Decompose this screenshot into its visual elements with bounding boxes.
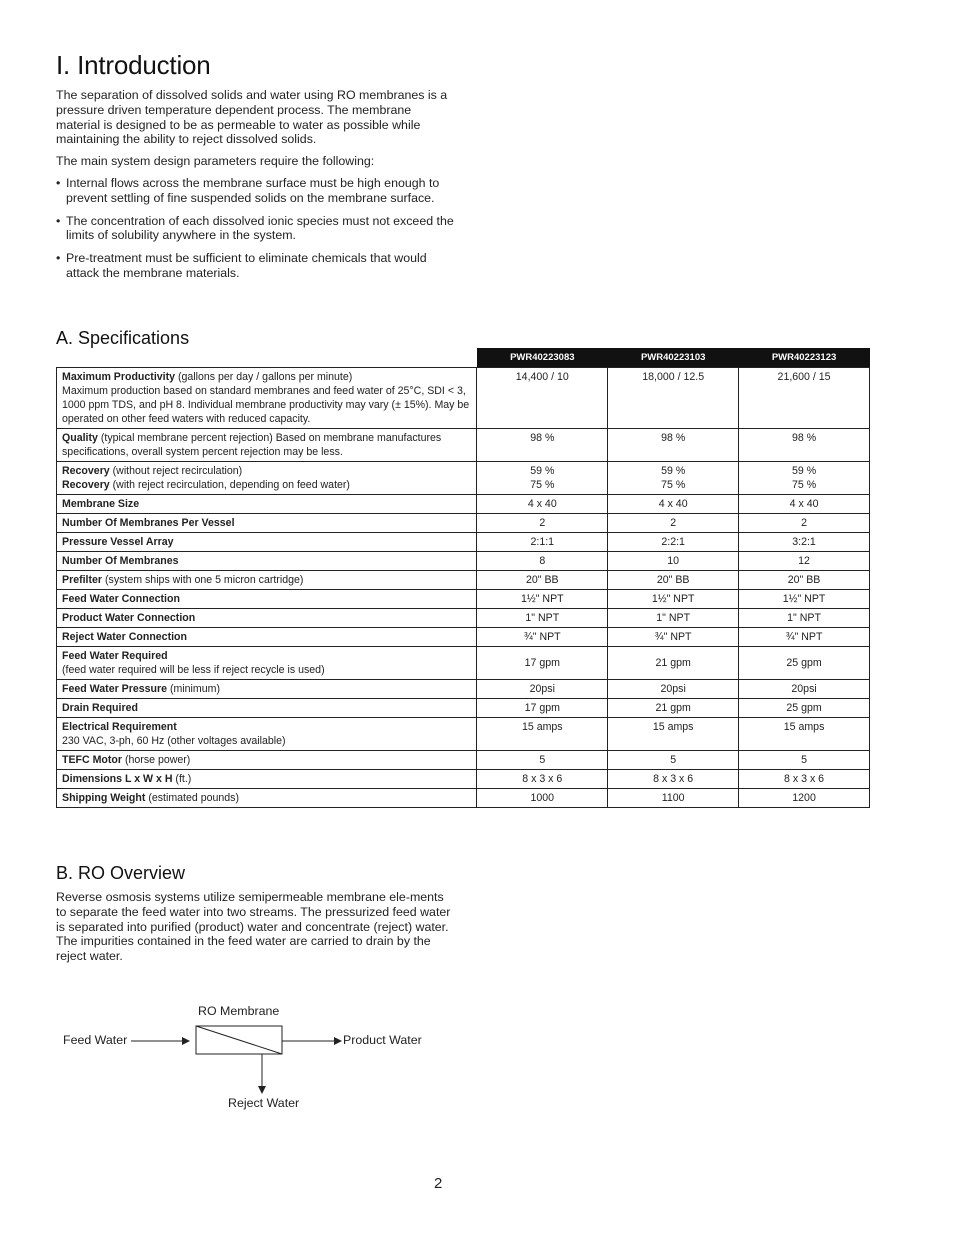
section-heading-specifications: A. Specifications	[56, 328, 190, 348]
spec-value-cell	[477, 495, 608, 514]
model-header: PWR40223103	[608, 348, 739, 368]
intro-paragraph: The main system design parameters require the following:	[56, 154, 375, 169]
spec-label: TEFC Motor	[62, 754, 123, 766]
table-row	[57, 552, 870, 571]
spec-value-cell	[608, 699, 739, 718]
spec-value-cell	[477, 751, 608, 770]
table-row	[57, 628, 870, 647]
spec-note: (system ships with one 5 micron cartridge)	[102, 574, 304, 586]
spec-value-cell	[608, 718, 739, 751]
spec-label-cell	[57, 495, 477, 514]
feed-water-label: Feed Water	[63, 1033, 128, 1047]
table-row	[57, 462, 870, 495]
spec-value-cell	[477, 609, 608, 628]
spec-value-cell	[477, 590, 608, 609]
spec-note: 230 VAC, 3-ph, 60 Hz (other voltages available)	[62, 735, 286, 747]
page-number: 2	[434, 1175, 443, 1192]
spec-value: ¾" NPT	[654, 631, 692, 643]
list-item: • The concentration of each dissolved ionic species must not exceed the limits of solubility anywhere in the system.	[56, 214, 456, 244]
table-row	[57, 368, 870, 429]
spec-value-cell	[477, 552, 608, 571]
product-water-label: Product Water	[343, 1033, 422, 1047]
spec-value-cell	[739, 680, 870, 699]
spec-value: 12	[798, 555, 810, 567]
spec-value: 2	[670, 517, 677, 529]
spec-value: 21 gpm	[655, 657, 691, 669]
spec-value: 20" BB	[525, 574, 559, 586]
spec-value-cell	[739, 718, 870, 751]
spec-value-cell	[608, 495, 739, 514]
spec-value: 8 x 3 x 6	[522, 773, 563, 785]
table-row	[57, 533, 870, 552]
spec-value: 2:1:1	[530, 536, 555, 548]
spec-value: 20" BB	[787, 574, 821, 586]
spec-value-cell	[477, 699, 608, 718]
spec-note: (minimum)	[167, 683, 220, 695]
spec-label-cell	[57, 590, 477, 609]
table-row	[57, 751, 870, 770]
spec-value: 75 %	[661, 479, 686, 491]
spec-value-cell	[608, 647, 739, 680]
spec-value-cell	[608, 514, 739, 533]
spec-label: Prefilter	[62, 574, 103, 586]
spec-value: 20psi	[791, 683, 817, 695]
spec-label-cell	[57, 699, 477, 718]
spec-label-cell	[57, 429, 477, 462]
spec-value: 25 gpm	[786, 657, 822, 669]
spec-value: 20psi	[660, 683, 686, 695]
spec-value: 25 gpm	[786, 702, 822, 714]
table-row	[57, 789, 870, 808]
spec-value-cell	[477, 680, 608, 699]
spec-value: 75 %	[530, 479, 555, 491]
spec-label-cell	[57, 368, 477, 429]
spec-note: (horse power)	[122, 754, 191, 766]
spec-value: 1100	[661, 792, 685, 804]
spec-value-cell	[739, 751, 870, 770]
spec-label: Recovery	[62, 479, 110, 491]
spec-note: Maximum production based on standard membranes and feed water of 25°C, SDI < 3, 1000 ppm TDS, and pH 8. Individual membrane productivity may vary (± 15%). May be operated on other feed waters with reduced capacity.	[62, 385, 470, 425]
spec-value-cell	[608, 429, 739, 462]
spec-value-cell	[608, 609, 739, 628]
spec-value: 20" BB	[656, 574, 690, 586]
spec-value: 21 gpm	[655, 702, 691, 714]
spec-value: 15 amps	[652, 721, 694, 733]
spec-value-cell	[739, 495, 870, 514]
spec-value-cell	[608, 789, 739, 808]
spec-label: Feed Water Required	[62, 650, 168, 662]
spec-value: 75 %	[791, 479, 817, 491]
spec-value: 98 %	[530, 432, 555, 444]
spec-value: 2	[801, 517, 807, 529]
spec-value: 8 x 3 x 6	[653, 773, 694, 785]
spec-value-cell	[739, 462, 870, 495]
table-body	[57, 368, 870, 808]
table-row	[57, 514, 870, 533]
spec-label-cell	[57, 552, 477, 571]
spec-value: 2:2:1	[661, 536, 685, 548]
spec-value: 59 %	[791, 465, 817, 477]
section-heading-ro-overview: B. RO Overview	[56, 863, 186, 883]
spec-value-cell	[477, 429, 608, 462]
spec-value-cell	[608, 533, 739, 552]
spec-value: 4 x 40	[527, 498, 557, 510]
membrane-diagonal	[196, 1026, 282, 1054]
spec-value-cell	[739, 647, 870, 680]
spec-label: Dimensions L x W x H	[62, 773, 173, 785]
spec-value: 18,000 / 12.5	[642, 371, 705, 383]
spec-value-cell	[739, 533, 870, 552]
spec-value-cell	[608, 552, 739, 571]
spec-label: Number Of Membranes Per Vessel	[62, 517, 235, 529]
spec-value: 10	[667, 555, 680, 567]
spec-value: 20psi	[529, 683, 555, 695]
spec-value-cell	[739, 368, 870, 429]
list-item: • Internal flows across the membrane surface must be high enough to prevent settling of fine suspended solids on the membrane surface.	[56, 176, 456, 206]
spec-value-cell	[739, 789, 870, 808]
spec-value: 15 amps	[521, 721, 563, 733]
spec-label-cell	[57, 680, 477, 699]
spec-value: 5	[670, 754, 677, 766]
reject-water-label: Reject Water	[228, 1096, 300, 1110]
spec-value-cell	[739, 770, 870, 789]
spec-label: Electrical Requirement	[62, 721, 177, 733]
spec-label: Drain Required	[62, 702, 138, 714]
spec-label-cell	[57, 609, 477, 628]
spec-value-cell	[477, 533, 608, 552]
spec-label-cell	[57, 647, 477, 680]
spec-value-cell	[477, 647, 608, 680]
spec-value: 14,400 / 10	[515, 371, 569, 383]
spec-label: Reject Water Connection	[62, 631, 187, 643]
spec-value-cell	[739, 514, 870, 533]
spec-value-cell	[608, 571, 739, 590]
spec-value-cell	[477, 628, 608, 647]
ro-overview-paragraph: Reverse osmosis systems utilize semipermeable membrane ele-ments to separate the feed water into two streams. The pressurized feed water is separated into purified (product) water and concentrate (reject) water. The impurities contained in the feed water are carried to drain by the reject water.	[56, 890, 451, 964]
ro-flow-diagram	[56, 1000, 456, 1120]
spec-value: 8 x 3 x 6	[784, 773, 825, 785]
spec-label: Pressure Vessel Array	[62, 536, 174, 548]
spec-value-cell	[739, 571, 870, 590]
spec-value-cell	[608, 770, 739, 789]
spec-value-cell	[477, 789, 608, 808]
spec-note: (with reject recirculation, depending on feed water)	[109, 479, 350, 491]
header-blank-cell	[57, 348, 477, 368]
table-row	[57, 609, 870, 628]
spec-label-cell	[57, 514, 477, 533]
spec-label: Feed Water Connection	[62, 593, 180, 605]
spec-value: 1" NPT	[656, 612, 691, 624]
table-header-row	[57, 348, 870, 368]
spec-value-cell	[608, 462, 739, 495]
spec-label: Shipping Weight	[62, 792, 146, 804]
spec-label: Quality	[62, 432, 98, 444]
spec-note: (feed water required will be less if reject recycle is used)	[62, 664, 325, 676]
spec-note: (estimated pounds)	[145, 792, 240, 804]
spec-label: Membrane Size	[62, 498, 140, 510]
spec-value-cell	[608, 751, 739, 770]
intro-paragraph: The separation of dissolved solids and water using RO membranes is a pressure driven temperature dependent process. The membrane material is designed to be as permeable to water as possible while maintaining the ability to reject dissolved solids.	[56, 88, 448, 147]
spec-label-cell	[57, 571, 477, 590]
spec-note: (gallons per day / gallons per minute)	[175, 371, 353, 383]
spec-value-cell	[739, 699, 870, 718]
table-row	[57, 495, 870, 514]
spec-value-cell	[477, 514, 608, 533]
requirements-list	[56, 176, 456, 281]
spec-value-cell	[608, 368, 739, 429]
spec-label-cell	[57, 628, 477, 647]
spec-label-cell	[57, 533, 477, 552]
spec-note: (without reject recirculation)	[109, 465, 243, 477]
spec-value: 5	[539, 754, 546, 766]
spec-value-cell	[739, 590, 870, 609]
spec-value: 21,600 / 15	[777, 371, 831, 383]
spec-label: Feed Water Pressure	[62, 683, 168, 695]
spec-value-cell	[739, 609, 870, 628]
spec-label: Maximum Productivity	[62, 371, 176, 383]
spec-value: 3:2:1	[792, 536, 816, 548]
table-row	[57, 680, 870, 699]
spec-value-cell	[608, 590, 739, 609]
spec-label-cell	[57, 751, 477, 770]
table-row	[57, 647, 870, 680]
spec-value: 4 x 40	[658, 498, 688, 510]
spec-value: 15 amps	[783, 721, 825, 733]
table-row	[57, 590, 870, 609]
spec-label-cell	[57, 770, 477, 789]
table-row	[57, 718, 870, 751]
spec-label-cell	[57, 462, 477, 495]
spec-value-cell	[477, 462, 608, 495]
spec-value-cell	[608, 680, 739, 699]
spec-value: 1200	[792, 792, 816, 804]
spec-value: 1½" NPT	[651, 593, 695, 605]
spec-label: Recovery	[62, 465, 110, 477]
spec-value: 8	[539, 555, 546, 567]
spec-value: 59 %	[530, 465, 555, 477]
spec-value: 98 %	[791, 432, 817, 444]
list-item: • Pre-treatment must be sufficient to eliminate chemicals that would attack the membrane materials.	[56, 251, 456, 281]
table-row	[57, 770, 870, 789]
spec-value: 4 x 40	[789, 498, 819, 510]
spec-note: (ft.)	[172, 773, 192, 785]
specifications-table	[56, 348, 870, 808]
spec-note: (typical membrane percent rejection) Based on membrane manufactures specifications, overall system percent rejection may be less.	[62, 432, 442, 458]
membrane-label: RO Membrane	[198, 1004, 280, 1018]
spec-value: 1½" NPT	[782, 593, 826, 605]
spec-value: 59 %	[661, 465, 686, 477]
spec-value-cell	[477, 770, 608, 789]
spec-value: 17 gpm	[524, 702, 560, 714]
intro-section	[56, 88, 456, 289]
spec-value: 1½" NPT	[520, 593, 564, 605]
spec-value-cell	[739, 628, 870, 647]
spec-value: 17 gpm	[524, 657, 560, 669]
spec-value: 1" NPT	[525, 612, 560, 624]
table-row	[57, 571, 870, 590]
model-header: PWR40223083	[477, 348, 608, 368]
spec-value-cell	[477, 368, 608, 429]
spec-value: ¾" NPT	[523, 631, 561, 643]
spec-value-cell	[477, 571, 608, 590]
spec-value-cell	[608, 628, 739, 647]
spec-label: Number Of Membranes	[62, 555, 179, 567]
spec-label-cell	[57, 718, 477, 751]
spec-value: 1" NPT	[787, 612, 821, 624]
spec-value-cell	[739, 429, 870, 462]
spec-value-cell	[739, 552, 870, 571]
spec-label-cell	[57, 789, 477, 808]
spec-label: Product Water Connection	[62, 612, 196, 624]
spec-value: 2	[539, 517, 546, 529]
table-row	[57, 429, 870, 462]
page-title: I. Introduction	[56, 50, 211, 80]
spec-value: ¾" NPT	[785, 631, 823, 643]
spec-value: 98 %	[661, 432, 686, 444]
spec-value: 1000	[530, 792, 555, 804]
spec-value-cell	[477, 718, 608, 751]
spec-value: 5	[801, 754, 807, 766]
table-row	[57, 699, 870, 718]
model-header: PWR40223123	[739, 348, 870, 368]
